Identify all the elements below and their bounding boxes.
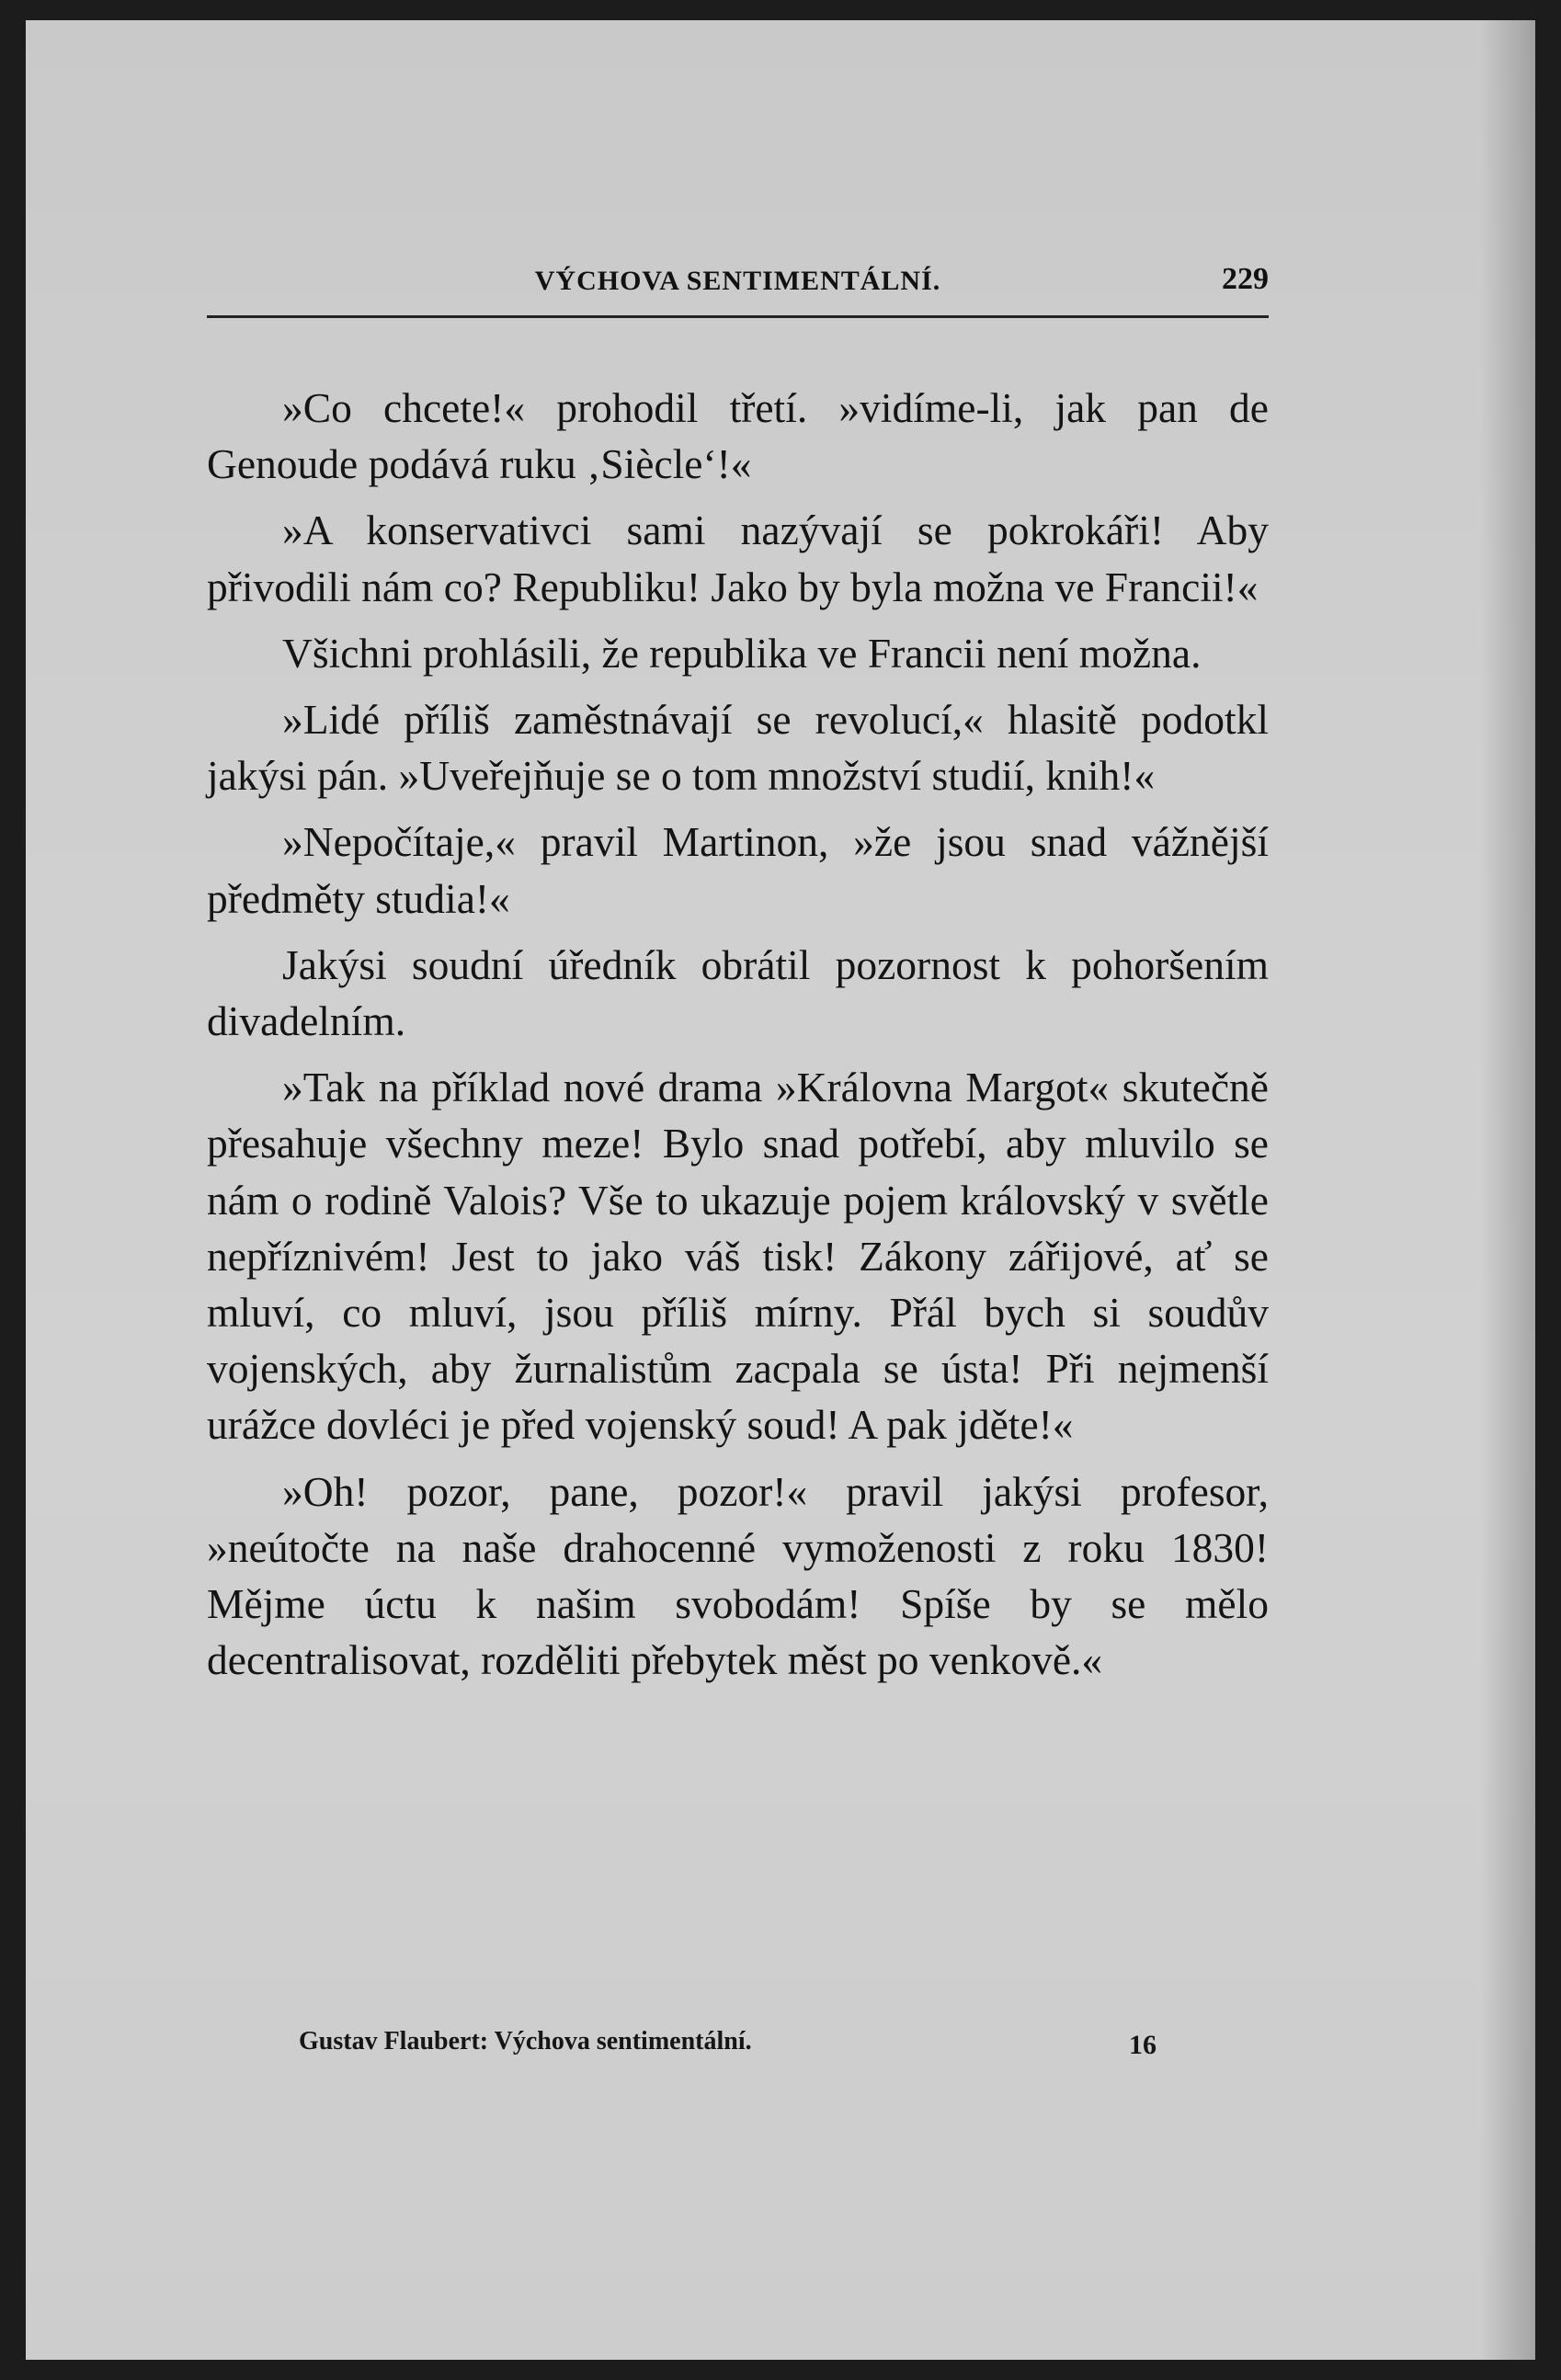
paragraph: Jakýsi soudní úředník obrátil pozornost k pohoršením divadelním. <box>207 940 1269 1045</box>
footer-book-title: Gustav Flaubert: Výchova sentimentální. <box>299 2027 752 2055</box>
running-header <box>207 244 1269 308</box>
paragraph: »Co chcete!« prohodil třetí. »vidíme-li, jak pan de Genoude podává ruku ‚Siècle‘!« <box>207 384 1269 488</box>
signature-mark: 16 <box>1129 2030 1157 2060</box>
paragraph: »A konservativci sami nazývají se pokrokáři! Aby přivodili nám co? Republiku! Jako by byla možna ve Francii!« <box>207 507 1269 610</box>
paragraph: Všichni prohlásili, že republika ve Francii není možna. <box>282 629 1202 677</box>
paragraph: »Lidé příliš zaměstnávají se revolucí,« hlasitě podotkl jakýsi pán. »Uveřejňuje se o tom množství studií, knih!« <box>207 696 1269 800</box>
header-rule <box>207 315 1269 318</box>
paragraph: »Oh! pozor, pane, pozor!« pravil jakýsi profesor, »neútočte na naše drahocenné vymoženosti z roku 1830! Mějme úctu k našim svobodám! Spíše by se mělo decentralisovat, rozděliti přebytek měst po venkově.« <box>207 1467 1269 1684</box>
body-text <box>207 380 1269 1698</box>
page-footer <box>207 2027 1269 2064</box>
page-number: 229 <box>1222 262 1269 296</box>
paragraph: »Nepočítaje,« pravil Martinon, »že jsou snad vážnější předměty studia!« <box>207 818 1269 922</box>
paragraph: »Tak na příklad nové drama »Královna Margot« skutečně přesahuje všechny meze! Bylo snad potřebí, aby mluvilo se nám o rodině Valois? Vše to ukazuje pojem královský v světle nepříznivém! Jest to jako váš tisk! Zákony zářijové, ať se mluví, co mluví, jsou příliš mírny. Přál bych si soudův vojenských, aby žurnalistům zacpala se ústa! Při nejmenší urážce dovléci je před vojenský soud! A pak jděte!« <box>207 1064 1269 1449</box>
running-title: VÝCHOVA SENTIMENTÁLNÍ. <box>534 266 941 296</box>
